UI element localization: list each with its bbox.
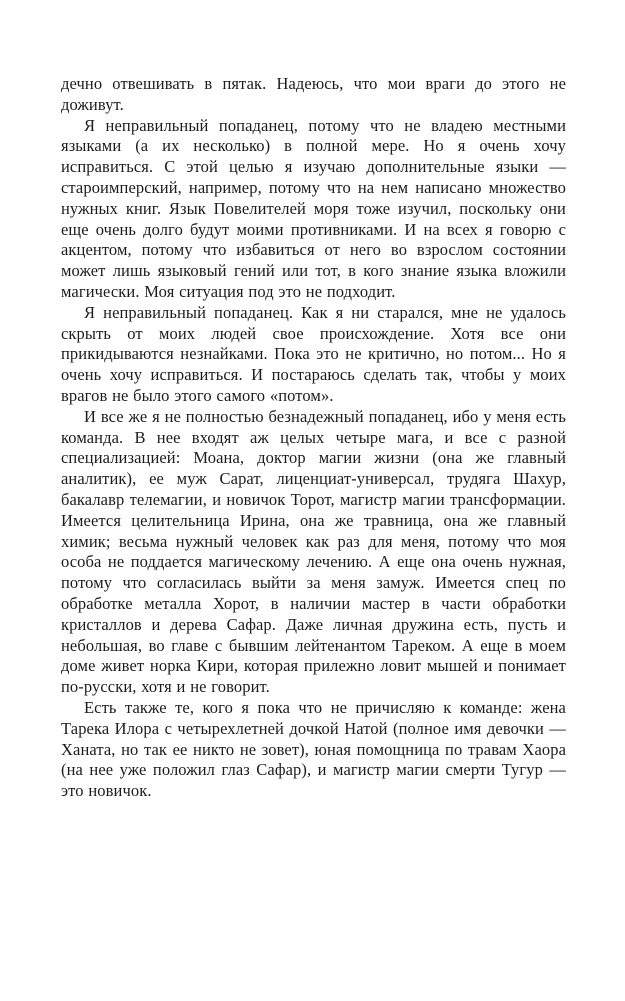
paragraph: И все же я не полностью безнадежный попаданец, ибо у меня есть команда. В нее входят аж целых четыре мага, и все с разной специализацией: Моана, доктор магии жизни (она же главный аналитик), ее муж Сарат, лиценциат-универсал, трудяга Шахур, бакалавр телемагии, и новичок Торот, магистр магии трансформации. Имеется целительница Ирина, она же травница, она же главный химик; весьма нужный человек как раз для меня, потому что моя особа не поддается магическому лечению. А еще она очень нужная, потому что согласилась выйти за меня замуж. Имеется спец по обработке металла Хорот, в наличии мастер в части обработки кристаллов и дерева Сафар. Даже личная дружина есть, пусть и небольшая, во главе с бывшим лейтенантом Тареком. А еще в моем доме живет норка Кири, которая прилежно ловит мышей и понимает по-русски, хотя и не говорит.	[61, 406, 566, 697]
paragraph-continuation: дечно отвешивать в пятак. Надеюсь, что мои враги до этого не доживут.	[61, 74, 566, 114]
page-text-block	[61, 74, 566, 802]
paragraph: Есть также те, кого я пока что не причисляю к команде: жена Тарека Илора с четырехлетней дочкой Натой (полное имя девочки — Ханата, но так ее никто не зовет), юная помощница по травам Хаора (на нее уже положил глаз Сафар), и магистр магии смерти Тугур — это новичок.	[61, 697, 566, 801]
paragraph: Я неправильный попаданец. Как я ни старался, мне не удалось скрыть от моих людей свое происхождение. Хотя все они прикидываются незнайками. Пока это не критично, но потом... Но я очень хочу исправиться. И постараюсь сделать так, чтобы у моих врагов не было этого самого «потом».	[61, 302, 566, 405]
paragraph: Я неправильный попаданец, потому что не владею местными языками (а их несколько) в полной мере. Но я очень хочу исправиться. С этой целью я изучаю дополнительные языки — староимперский, например, потому что на нем написано множество нужных книг. Язык Повелителей моря тоже изучил, поскольку они еще очень долго будут моими противниками. И на всех я говорю с акцентом, потому что избавиться от него во взрослом состоянии может лишь языковый гений или тот, в кого знание языка вложили магически. Моя ситуация под это не подходит.	[61, 115, 566, 301]
